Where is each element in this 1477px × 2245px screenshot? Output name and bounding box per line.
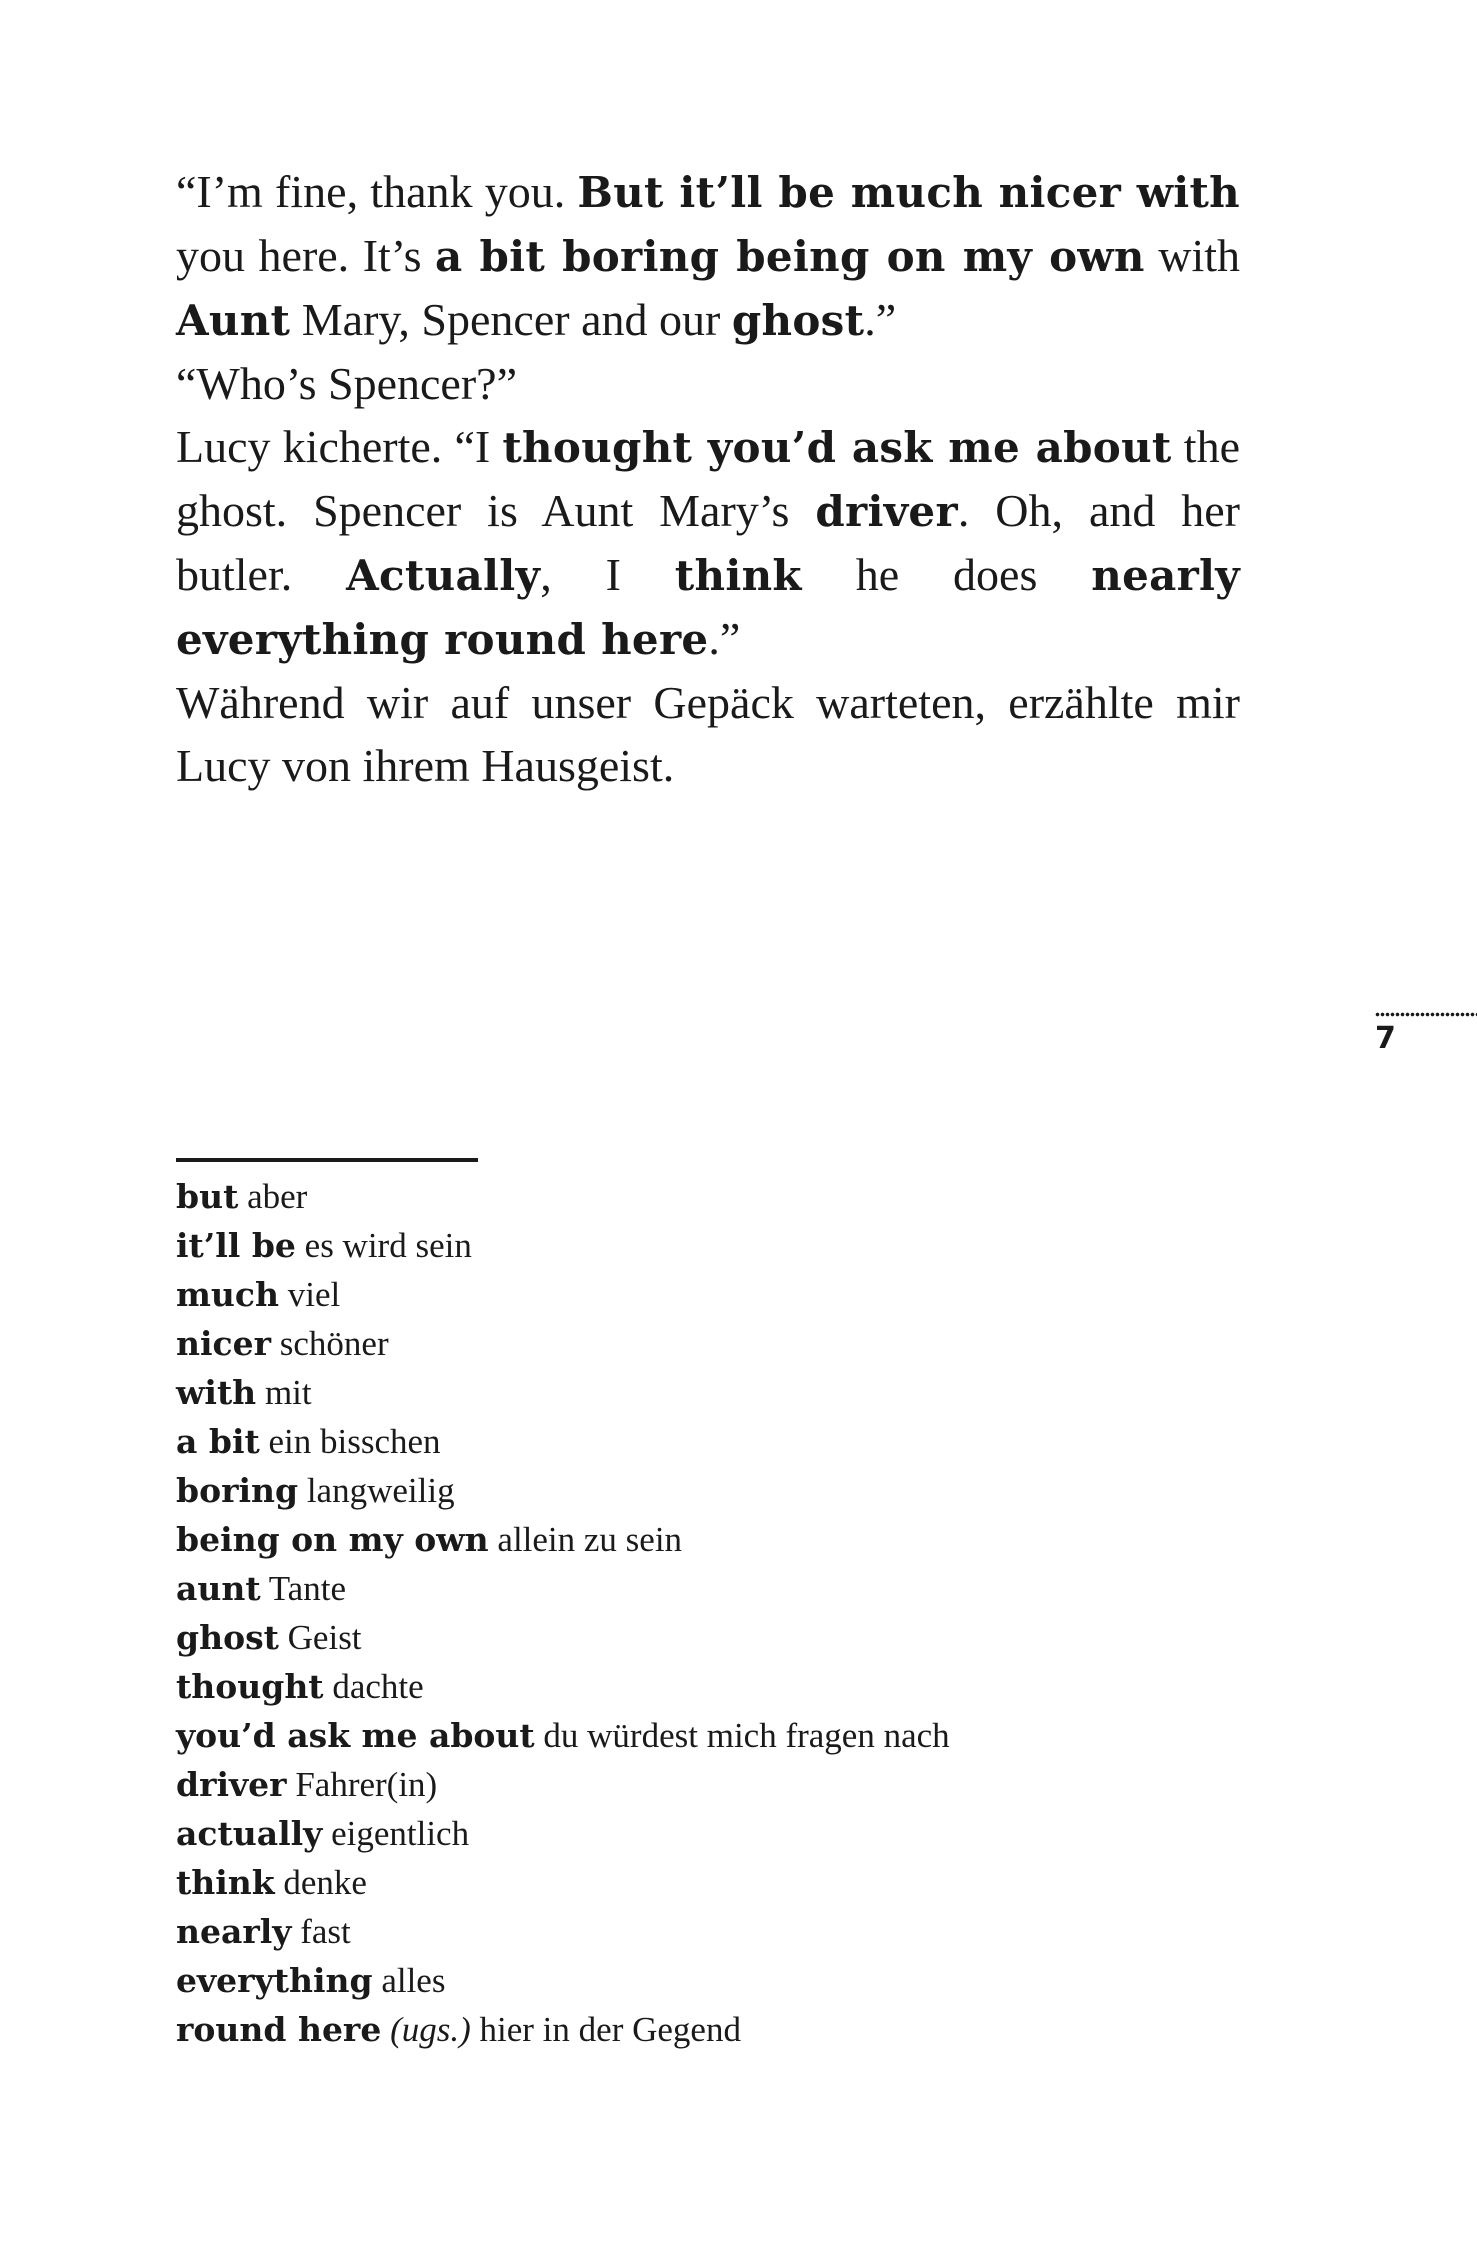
- glossary-entry: [176, 1172, 1240, 1221]
- glossary-term: with: [176, 1373, 257, 1412]
- text-run: .”: [864, 294, 897, 345]
- glossary-translation: schöner: [279, 1324, 389, 1363]
- text-run: with: [1144, 230, 1241, 281]
- glossary-term: it’ll be: [176, 1226, 296, 1265]
- vocab-highlight: ghost: [731, 296, 865, 345]
- glossary: [176, 1172, 1240, 2054]
- glossary-translation: viel: [287, 1275, 341, 1314]
- glossary-translation: allein zu sein: [497, 1520, 683, 1559]
- glossary-entry: [176, 1907, 1240, 1956]
- glossary-translation: eigentlich: [331, 1814, 470, 1853]
- vocab-highlight: Actually: [346, 551, 541, 600]
- vocab-highlight: Aunt: [176, 296, 291, 345]
- glossary-term: nicer: [176, 1324, 272, 1363]
- glossary-term: ghost: [176, 1618, 279, 1657]
- glossary-term: round here: [176, 2010, 382, 2049]
- glossary-translation: Geist: [287, 1618, 362, 1657]
- glossary-translation: langweilig: [306, 1471, 455, 1510]
- glossary-entry: [176, 1417, 1240, 1466]
- glossary-translation: hier in der Gegend: [479, 2010, 741, 2049]
- vocab-highlight: thought you’d ask me about: [502, 423, 1172, 472]
- story-paragraph-3: [176, 415, 1240, 671]
- text-run: the ghost. Spencer is Aunt Mary’s: [176, 421, 1240, 536]
- glossary-entry: [176, 1956, 1240, 2005]
- glossary-entry: [176, 1662, 1240, 1711]
- text-run: he does: [801, 549, 1092, 600]
- glossary-translation: fast: [300, 1912, 351, 1951]
- vocab-highlight: think: [674, 551, 802, 600]
- text-run: Mary, Spencer and our: [290, 294, 732, 345]
- glossary-divider: [176, 1158, 478, 1162]
- glossary-entry: [176, 1613, 1240, 1662]
- glossary-entry: [176, 1515, 1240, 1564]
- glossary-term: being on my own: [176, 1520, 489, 1559]
- glossary-translation: Tante: [268, 1569, 346, 1608]
- glossary-entry: [176, 1319, 1240, 1368]
- glossary-translation: es wird sein: [304, 1226, 472, 1265]
- glossary-term: nearly: [176, 1912, 292, 1951]
- text-run: . Oh, and her butler.: [176, 485, 1241, 600]
- glossary-entry: [176, 1760, 1240, 1809]
- glossary-translation: Fahrer(in): [295, 1765, 438, 1804]
- glossary-entry: [176, 1221, 1240, 1270]
- story-paragraph-1: [176, 160, 1240, 352]
- glossary-term: think: [176, 1863, 275, 1902]
- dotted-rule: [1375, 1012, 1477, 1017]
- glossary-entry: [176, 2005, 1240, 2054]
- glossary-term: actually: [176, 1814, 323, 1853]
- glossary-entry: [176, 1809, 1240, 1858]
- vocab-highlight: driver: [815, 487, 958, 536]
- text-run: Während wir auf unser Gepäck warteten, erzählte mir Lucy von ihrem Hausgeist.: [176, 677, 1240, 791]
- glossary-term: thought: [176, 1667, 324, 1706]
- glossary-translation: mit: [264, 1373, 312, 1412]
- story-paragraph-2: [176, 352, 1240, 415]
- text-run: Lucy kicherte. “I: [176, 421, 503, 472]
- glossary-note: (ugs.): [390, 2010, 471, 2049]
- glossary-term: you’d ask me about: [176, 1716, 535, 1755]
- text-run: “Who’s Spencer?”: [176, 358, 518, 409]
- glossary-translation: ein bisschen: [268, 1422, 441, 1461]
- glossary-entry: [176, 1858, 1240, 1907]
- glossary-translation: alles: [381, 1961, 446, 2000]
- glossary-term: but: [176, 1177, 239, 1216]
- page-marker: [1375, 1012, 1477, 1062]
- text-run: “I’m fine, thank you.: [176, 166, 578, 217]
- glossary-translation: aber: [247, 1177, 308, 1216]
- glossary-entry: [176, 1368, 1240, 1417]
- glossary-entry: [176, 1711, 1240, 1760]
- glossary-entry: [176, 1270, 1240, 1319]
- glossary-term: everything: [176, 1961, 373, 2000]
- page-number: 7: [1375, 1021, 1396, 1056]
- story-text: [176, 160, 1240, 797]
- glossary-term: much: [176, 1275, 279, 1314]
- glossary-term: a bit: [176, 1422, 260, 1461]
- glossary-term: boring: [176, 1471, 299, 1510]
- glossary-term: driver: [176, 1765, 287, 1804]
- text-run: you here. It’s: [176, 230, 436, 281]
- glossary-translation: denke: [283, 1863, 367, 1902]
- vocab-highlight: a bit boring being on my own: [435, 232, 1145, 281]
- glossary-entry: [176, 1466, 1240, 1515]
- vocab-highlight: nearly everything round here: [176, 551, 1240, 664]
- text-run: , I: [540, 549, 675, 600]
- glossary-term: aunt: [176, 1569, 261, 1608]
- glossary-entry: [176, 1564, 1240, 1613]
- glossary-translation: dachte: [332, 1667, 424, 1706]
- vocab-highlight: But it’ll be much nicer with: [577, 168, 1240, 217]
- glossary-translation: du würdest mich fragen nach: [543, 1716, 950, 1755]
- story-paragraph-4: [176, 671, 1240, 797]
- text-run: .”: [708, 613, 741, 664]
